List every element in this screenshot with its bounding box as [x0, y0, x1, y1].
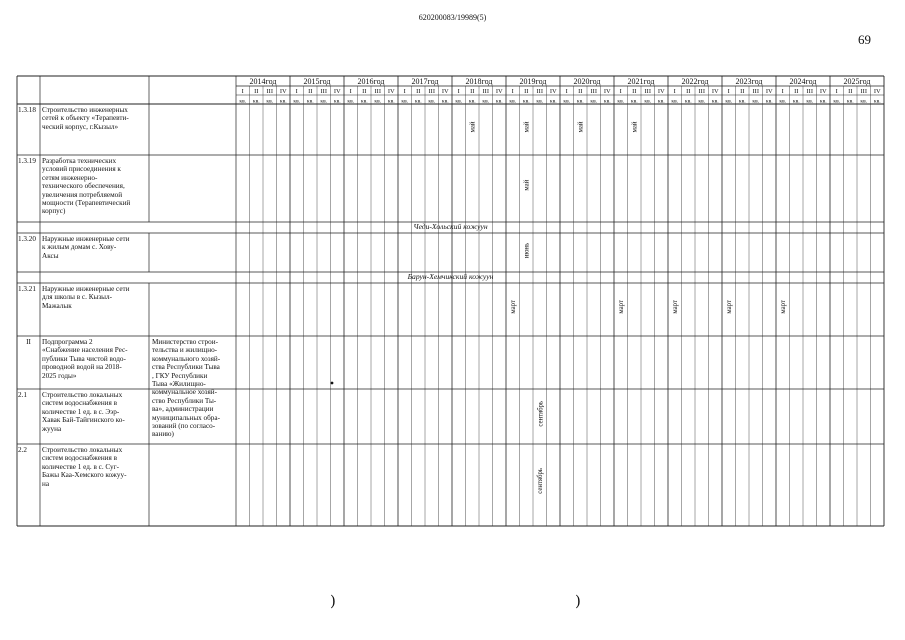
year-header-2017год: 2017год	[411, 77, 439, 86]
quarter-unit-label: кв.	[819, 98, 827, 105]
quarter-label: III	[860, 88, 867, 95]
quarter-label: IV	[765, 88, 773, 95]
quarter-unit-label: кв.	[644, 98, 652, 105]
row-name: Подпрограмма 2 «Снабжение населения Рес- публики Тыва чистой водо- проводной водой на 2018- 2025 годы»	[42, 338, 128, 380]
quarter-unit-label: кв.	[671, 98, 679, 105]
section-heading: Чеди-Хольский кожуун	[413, 222, 488, 231]
quarter-unit-label: кв.	[239, 98, 247, 105]
year-header-2022год: 2022год	[681, 77, 709, 86]
quarter-label: IV	[441, 88, 449, 95]
row-executor: Министерство строи- тельства и жилищно- коммунального хозяй- ства Республики Тыва , ГКУ Республики Тыва «Жилищно- коммунальное хозяй- ство Республики Ты- ва», администрации муниципальных обра- зований (по согласо- ванию)	[152, 338, 221, 439]
quarter-unit-label: кв.	[266, 98, 274, 105]
quarter-unit-label: кв.	[495, 98, 503, 105]
row-name: Наружные инженерные сети к жилым домам с. Хову- Аксы	[42, 235, 130, 260]
quarter-label: III	[752, 88, 759, 95]
milestone-mark: май	[577, 121, 585, 133]
quarter-unit-label: кв.	[252, 98, 260, 105]
quarter-unit-label: кв.	[306, 98, 314, 105]
quarter-unit-label: кв.	[698, 98, 706, 105]
quarter-label: II	[578, 88, 583, 95]
quarter-unit-label: кв.	[630, 98, 638, 105]
quarter-label: III	[590, 88, 597, 95]
section-heading: Барун-Хемчикский кожуун	[407, 272, 494, 281]
row-number: 2.2	[18, 446, 27, 454]
quarter-unit-label: кв.	[657, 98, 665, 105]
year-header-2016год: 2016год	[357, 77, 385, 86]
quarter-label: I	[241, 88, 244, 95]
quarter-label: II	[254, 88, 259, 95]
year-header-2024год: 2024год	[789, 77, 817, 86]
row-name: Строительство локальных систем водоснабжения в количестве 1 ед. в с. Ээр- Хавак Бай-Тайгинского ко- жууна	[42, 391, 125, 433]
quarter-label: III	[374, 88, 381, 95]
quarter-label: II	[524, 88, 529, 95]
quarter-unit-label: кв.	[873, 98, 881, 105]
quarter-label: II	[632, 88, 637, 95]
year-header-2020год: 2020год	[573, 77, 601, 86]
quarter-label: IV	[657, 88, 665, 95]
row-name: Наружные инженерные сети для школы в с. Кызыл- Мажалык	[42, 285, 130, 310]
quarter-label: I	[511, 88, 514, 95]
quarter-label: III	[320, 88, 327, 95]
milestone-mark: май	[523, 121, 531, 133]
quarter-unit-label: кв.	[293, 98, 301, 105]
quarter-label: IV	[333, 88, 341, 95]
quarter-label: I	[349, 88, 352, 95]
quarter-unit-label: кв.	[482, 98, 490, 105]
quarter-label: I	[727, 88, 730, 95]
milestone-mark: март	[510, 300, 518, 314]
quarter-unit-label: кв.	[549, 98, 557, 105]
milestone-mark: март	[672, 300, 680, 314]
quarter-label: IV	[387, 88, 395, 95]
quarter-unit-label: кв.	[522, 98, 530, 105]
quarter-unit-label: кв.	[414, 98, 422, 105]
quarter-label: I	[835, 88, 838, 95]
scan-artifact-left: )	[330, 592, 336, 610]
year-header-2019год: 2019год	[519, 77, 547, 86]
quarter-unit-label: кв.	[347, 98, 355, 105]
row-number: 2.1	[18, 391, 27, 399]
quarter-unit-label: кв.	[738, 98, 746, 105]
quarter-label: III	[482, 88, 489, 95]
quarter-unit-label: кв.	[279, 98, 287, 105]
quarter-label: IV	[279, 88, 287, 95]
quarter-unit-label: кв.	[455, 98, 463, 105]
quarter-unit-label: кв.	[590, 98, 598, 105]
quarter-unit-label: кв.	[401, 98, 409, 105]
quarter-unit-label: кв.	[617, 98, 625, 105]
quarter-unit-label: кв.	[387, 98, 395, 105]
year-header-2018год: 2018год	[465, 77, 493, 86]
quarter-label: IV	[873, 88, 881, 95]
quarter-label: III	[428, 88, 435, 95]
quarter-unit-label: кв.	[576, 98, 584, 105]
quarter-label: II	[416, 88, 421, 95]
milestone-mark: март	[618, 300, 626, 314]
milestone-mark: сентябрь	[537, 468, 545, 494]
quarter-label: IV	[549, 88, 557, 95]
quarter-unit-label: кв.	[765, 98, 773, 105]
quarter-label: IV	[819, 88, 827, 95]
quarter-label: I	[295, 88, 298, 95]
year-header-2021год: 2021год	[627, 77, 655, 86]
quarter-label: I	[403, 88, 406, 95]
quarter-label: I	[673, 88, 676, 95]
quarter-unit-label: кв.	[860, 98, 868, 105]
year-header-2023год: 2023год	[735, 77, 763, 86]
quarter-unit-label: кв.	[333, 98, 341, 105]
quarter-unit-label: кв.	[725, 98, 733, 105]
milestone-mark: май	[523, 179, 531, 191]
quarter-label: III	[698, 88, 705, 95]
quarter-label: III	[536, 88, 543, 95]
quarter-unit-label: кв.	[374, 98, 382, 105]
quarter-label: III	[266, 88, 273, 95]
quarter-unit-label: кв.	[779, 98, 787, 105]
quarter-label: I	[457, 88, 460, 95]
quarter-label: II	[740, 88, 745, 95]
scan-dot	[331, 382, 334, 385]
quarter-label: II	[362, 88, 367, 95]
row-number: 1.3.20	[18, 235, 36, 243]
quarter-label: II	[308, 88, 313, 95]
quarter-unit-label: кв.	[563, 98, 571, 105]
row-name: Строительство инженерных сетей к объекту «Терапевти- ческий корпус, г.Кызыл»	[42, 106, 129, 131]
row-name: Строительство локальных систем водоснабжения в количестве 1 ед. в с. Суг- Бажы Каа-Хемского кожуу- на	[42, 446, 127, 488]
year-header-2025год: 2025год	[843, 77, 871, 86]
quarter-unit-label: кв.	[846, 98, 854, 105]
row-number: 1.3.18	[18, 106, 36, 114]
quarter-unit-label: кв.	[711, 98, 719, 105]
quarter-label: II	[794, 88, 799, 95]
quarter-label: III	[644, 88, 651, 95]
row-number: 1.3.19	[18, 157, 36, 165]
milestone-mark: сентябрь	[537, 400, 545, 427]
row-name: Разработка технических условий присоединения к сетям инженерно- технического обеспечения, увеличения потребляемой мощности (Терапевтический корпус)	[42, 157, 131, 216]
milestone-mark: май	[469, 121, 477, 133]
row-number: II	[26, 338, 31, 346]
quarter-unit-label: кв.	[833, 98, 841, 105]
quarter-label: I	[619, 88, 622, 95]
quarter-unit-label: кв.	[806, 98, 814, 105]
quarter-label: IV	[603, 88, 611, 95]
quarter-unit-label: кв.	[536, 98, 544, 105]
milestone-mark: март	[726, 300, 734, 314]
quarter-unit-label: кв.	[441, 98, 449, 105]
milestone-mark: май	[631, 121, 639, 133]
year-header-2014год: 2014год	[249, 77, 277, 86]
quarter-unit-label: кв.	[792, 98, 800, 105]
quarter-label: II	[848, 88, 853, 95]
quarter-label: I	[565, 88, 568, 95]
quarter-unit-label: кв.	[752, 98, 760, 105]
page-number: 69	[858, 32, 871, 47]
quarter-unit-label: кв.	[320, 98, 328, 105]
quarter-label: II	[470, 88, 475, 95]
document-id: 620200083/19989(5)	[418, 13, 487, 22]
quarter-unit-label: кв.	[468, 98, 476, 105]
row-number: 1.3.21	[18, 285, 36, 293]
quarter-unit-label: кв.	[603, 98, 611, 105]
milestone-mark: март	[780, 300, 788, 314]
quarter-unit-label: кв.	[684, 98, 692, 105]
quarter-label: II	[686, 88, 691, 95]
quarter-label: IV	[711, 88, 719, 95]
quarter-label: III	[806, 88, 813, 95]
quarter-unit-label: кв.	[428, 98, 436, 105]
quarter-label: I	[781, 88, 784, 95]
scan-artifact-right: )	[575, 592, 581, 610]
quarter-unit-label: кв.	[509, 98, 517, 105]
milestone-mark: июнь	[523, 242, 531, 259]
quarter-unit-label: кв.	[360, 98, 368, 105]
quarter-label: IV	[495, 88, 503, 95]
year-header-2015год: 2015год	[303, 77, 331, 86]
